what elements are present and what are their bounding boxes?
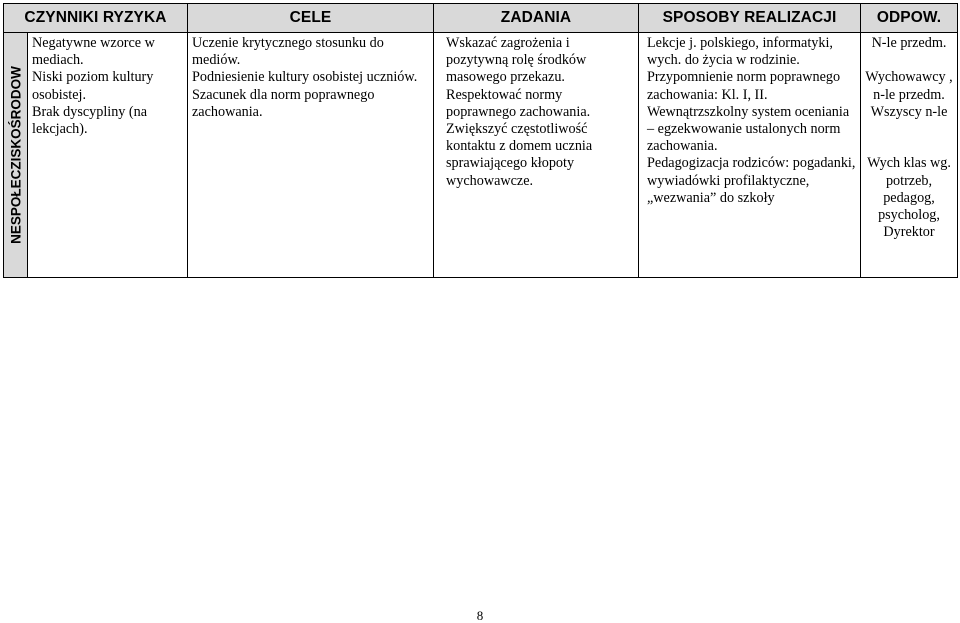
cell-cele xyxy=(188,33,434,278)
cell-czynniki-ryzyka xyxy=(28,33,188,278)
side-label: NESPOŁECZISKOŚRODOW xyxy=(8,66,23,244)
header-sposoby-realizacji: SPOSOBY REALIZACJI xyxy=(639,4,861,33)
zadanie-item: Wskazać zagrożenia i pozytywną rolę środków masowego przekazu. xyxy=(446,35,587,86)
spacer xyxy=(863,121,955,138)
header-czynniki-ryzyka: CZYNNIKI RYZYKA xyxy=(4,4,188,33)
sposob-item: Wewnątrzszkolny system oceniania – egzekwowanie ustalonych norm zachowania. xyxy=(647,103,850,155)
czynnik-item: Negatywne wzorce w mediach. xyxy=(32,35,155,69)
czynnik-item: Niski poziom kultury osobistej. xyxy=(32,69,154,103)
header-row xyxy=(4,4,958,33)
spacer xyxy=(863,138,955,155)
sposob-item: Przypomnienie norm poprawnego zachowania: Kl. I, II. xyxy=(647,69,841,103)
zadanie-item: Respektować normy poprawnego zachowania. xyxy=(446,86,591,120)
header-zadania: ZADANIA xyxy=(434,4,639,33)
header-cele: CELE xyxy=(188,4,434,33)
spacer xyxy=(863,52,955,69)
sposob-item: Lekcje j. polskiego, informatyki, wych. do życia w rodzinie. xyxy=(647,35,833,69)
header-odpow: ODPOW. xyxy=(861,4,958,33)
odpow-item: Wszyscy n-le xyxy=(870,103,948,120)
sposob-item: Pedagogizacja rodziców: pogadanki, wywiadówki profilaktyczne, „wezwania” do szkoły xyxy=(647,155,856,206)
czynnik-item: Brak dyscypliny (na lekcjach). xyxy=(32,103,148,138)
cel-item: Szacunek dla norm poprawnego zachowania. xyxy=(192,86,375,120)
odpow-item: Wychowawcy , n-le przedm. xyxy=(865,69,953,103)
cel-item: Podniesienie kultury osobistej uczniów. xyxy=(192,69,418,86)
cell-sposoby-realizacji xyxy=(639,33,861,278)
side-label-cell xyxy=(4,33,28,278)
prevention-program-table xyxy=(3,3,958,278)
zadanie-item: Zwiększyć częstotliwość kontaktu z domem ucznia sprawiającego kłopoty wychowawcze. xyxy=(446,121,593,189)
odpow-item: Wych klas wg. potrzeb, pedagog, psycholog, Dyrektor xyxy=(867,155,951,241)
table-row xyxy=(4,33,958,278)
cell-zadania xyxy=(434,33,639,278)
cell-odpow xyxy=(861,33,958,278)
odpow-item: N-le przedm. xyxy=(871,35,947,51)
cel-item: Uczenie krytycznego stosunku do mediów. xyxy=(192,35,384,69)
page-number: 8 xyxy=(476,608,484,623)
